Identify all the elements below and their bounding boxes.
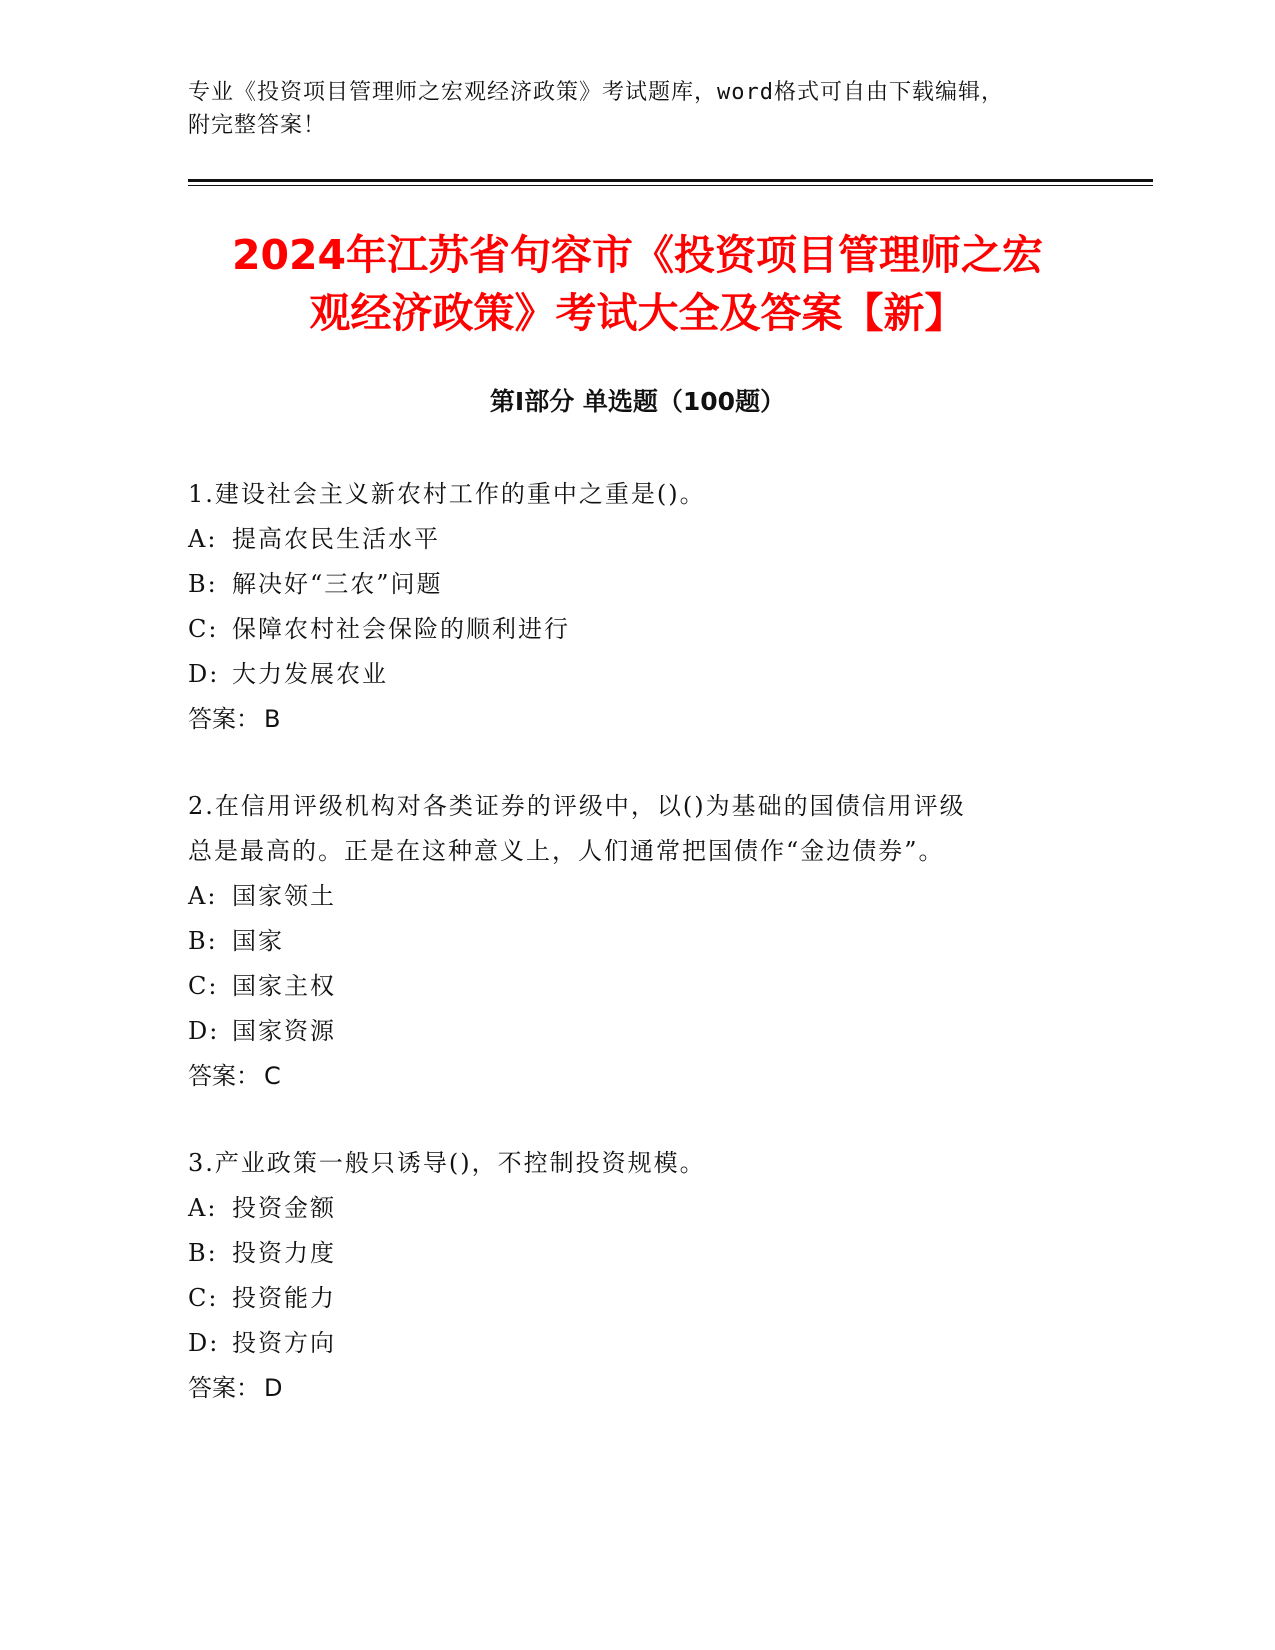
- option-text: 投资金额: [232, 1194, 336, 1222]
- option-text: 解决好“三农”问题: [232, 570, 443, 598]
- header-note-line-2: 附完整答案！: [188, 113, 327, 138]
- answer-value: C: [264, 1062, 281, 1090]
- option-text: 提高农民生活水平: [232, 525, 440, 553]
- question-1: [188, 472, 1088, 742]
- answer-label: 答案：: [188, 705, 260, 733]
- answer-line: [188, 1054, 1088, 1099]
- option-text: 国家: [232, 927, 284, 955]
- option-text: 投资方向: [232, 1329, 336, 1357]
- document-title-line-1: 2024年江苏省句容市《投资项目管理师之宏: [231, 231, 1044, 279]
- option-text: 投资能力: [232, 1284, 336, 1312]
- option-text: 国家领土: [232, 882, 336, 910]
- question-stem: 3.产业政策一般只诱导()，不控制投资规模。: [188, 1149, 706, 1177]
- option-key: D:: [188, 660, 220, 688]
- option-text: 投资力度: [232, 1239, 336, 1267]
- option-key: B:: [188, 1239, 218, 1267]
- option-c: [188, 607, 1088, 652]
- answer-label: 答案：: [188, 1062, 260, 1090]
- option-key: A:: [188, 525, 218, 553]
- option-c: [188, 1276, 1088, 1321]
- question-stem-line-2: 总是最高的。正是在这种意义上，人们通常把国债作“金边债券”。: [188, 837, 945, 865]
- answer-label: 答案：: [188, 1374, 260, 1402]
- option-c: [188, 964, 1088, 1009]
- option-text: 国家资源: [232, 1017, 336, 1045]
- option-key: C:: [188, 1284, 219, 1312]
- question-3: [188, 1141, 1088, 1411]
- question-stem-line-1: 2.在信用评级机构对各类证券的评级中，以()为基础的国债信用评级: [188, 792, 966, 820]
- header-divider-thin: [188, 185, 1153, 186]
- option-key: B:: [188, 927, 218, 955]
- option-key: C:: [188, 615, 219, 643]
- document-title: [130, 226, 1145, 342]
- option-key: C:: [188, 972, 219, 1000]
- option-text: 国家主权: [232, 972, 336, 1000]
- option-a: [188, 1186, 1088, 1231]
- option-key: A:: [188, 882, 218, 910]
- section-title: 第Ⅰ部分 单选题（100题）: [489, 387, 786, 416]
- option-d: [188, 1321, 1088, 1366]
- header-note-line-1: 专业《投资项目管理师之宏观经济政策》考试题库，word格式可自由下载编辑，: [188, 80, 1004, 105]
- option-key: A:: [188, 1194, 218, 1222]
- option-b: [188, 919, 1088, 964]
- option-b: [188, 562, 1088, 607]
- answer-value: B: [264, 705, 281, 733]
- answer-line: [188, 697, 1088, 742]
- answer-value: D: [264, 1374, 283, 1402]
- option-d: [188, 652, 1088, 697]
- question-list: [188, 472, 1088, 1453]
- header-note: [188, 76, 1088, 142]
- option-text: 大力发展农业: [232, 660, 388, 688]
- option-d: [188, 1009, 1088, 1054]
- question-2: [188, 784, 1088, 1099]
- option-text: 保障农村社会保险的顺利进行: [232, 615, 570, 643]
- question-stem: 1.建设社会主义新农村工作的重中之重是()。: [188, 480, 706, 508]
- option-a: [188, 517, 1088, 562]
- answer-line: [188, 1366, 1088, 1411]
- option-key: B:: [188, 570, 218, 598]
- header-divider-thick: [188, 179, 1153, 182]
- option-b: [188, 1231, 1088, 1276]
- option-key: D:: [188, 1017, 220, 1045]
- option-key: D:: [188, 1329, 220, 1357]
- option-a: [188, 874, 1088, 919]
- document-title-line-2: 观经济政策》考试大全及答案【新】: [309, 289, 966, 337]
